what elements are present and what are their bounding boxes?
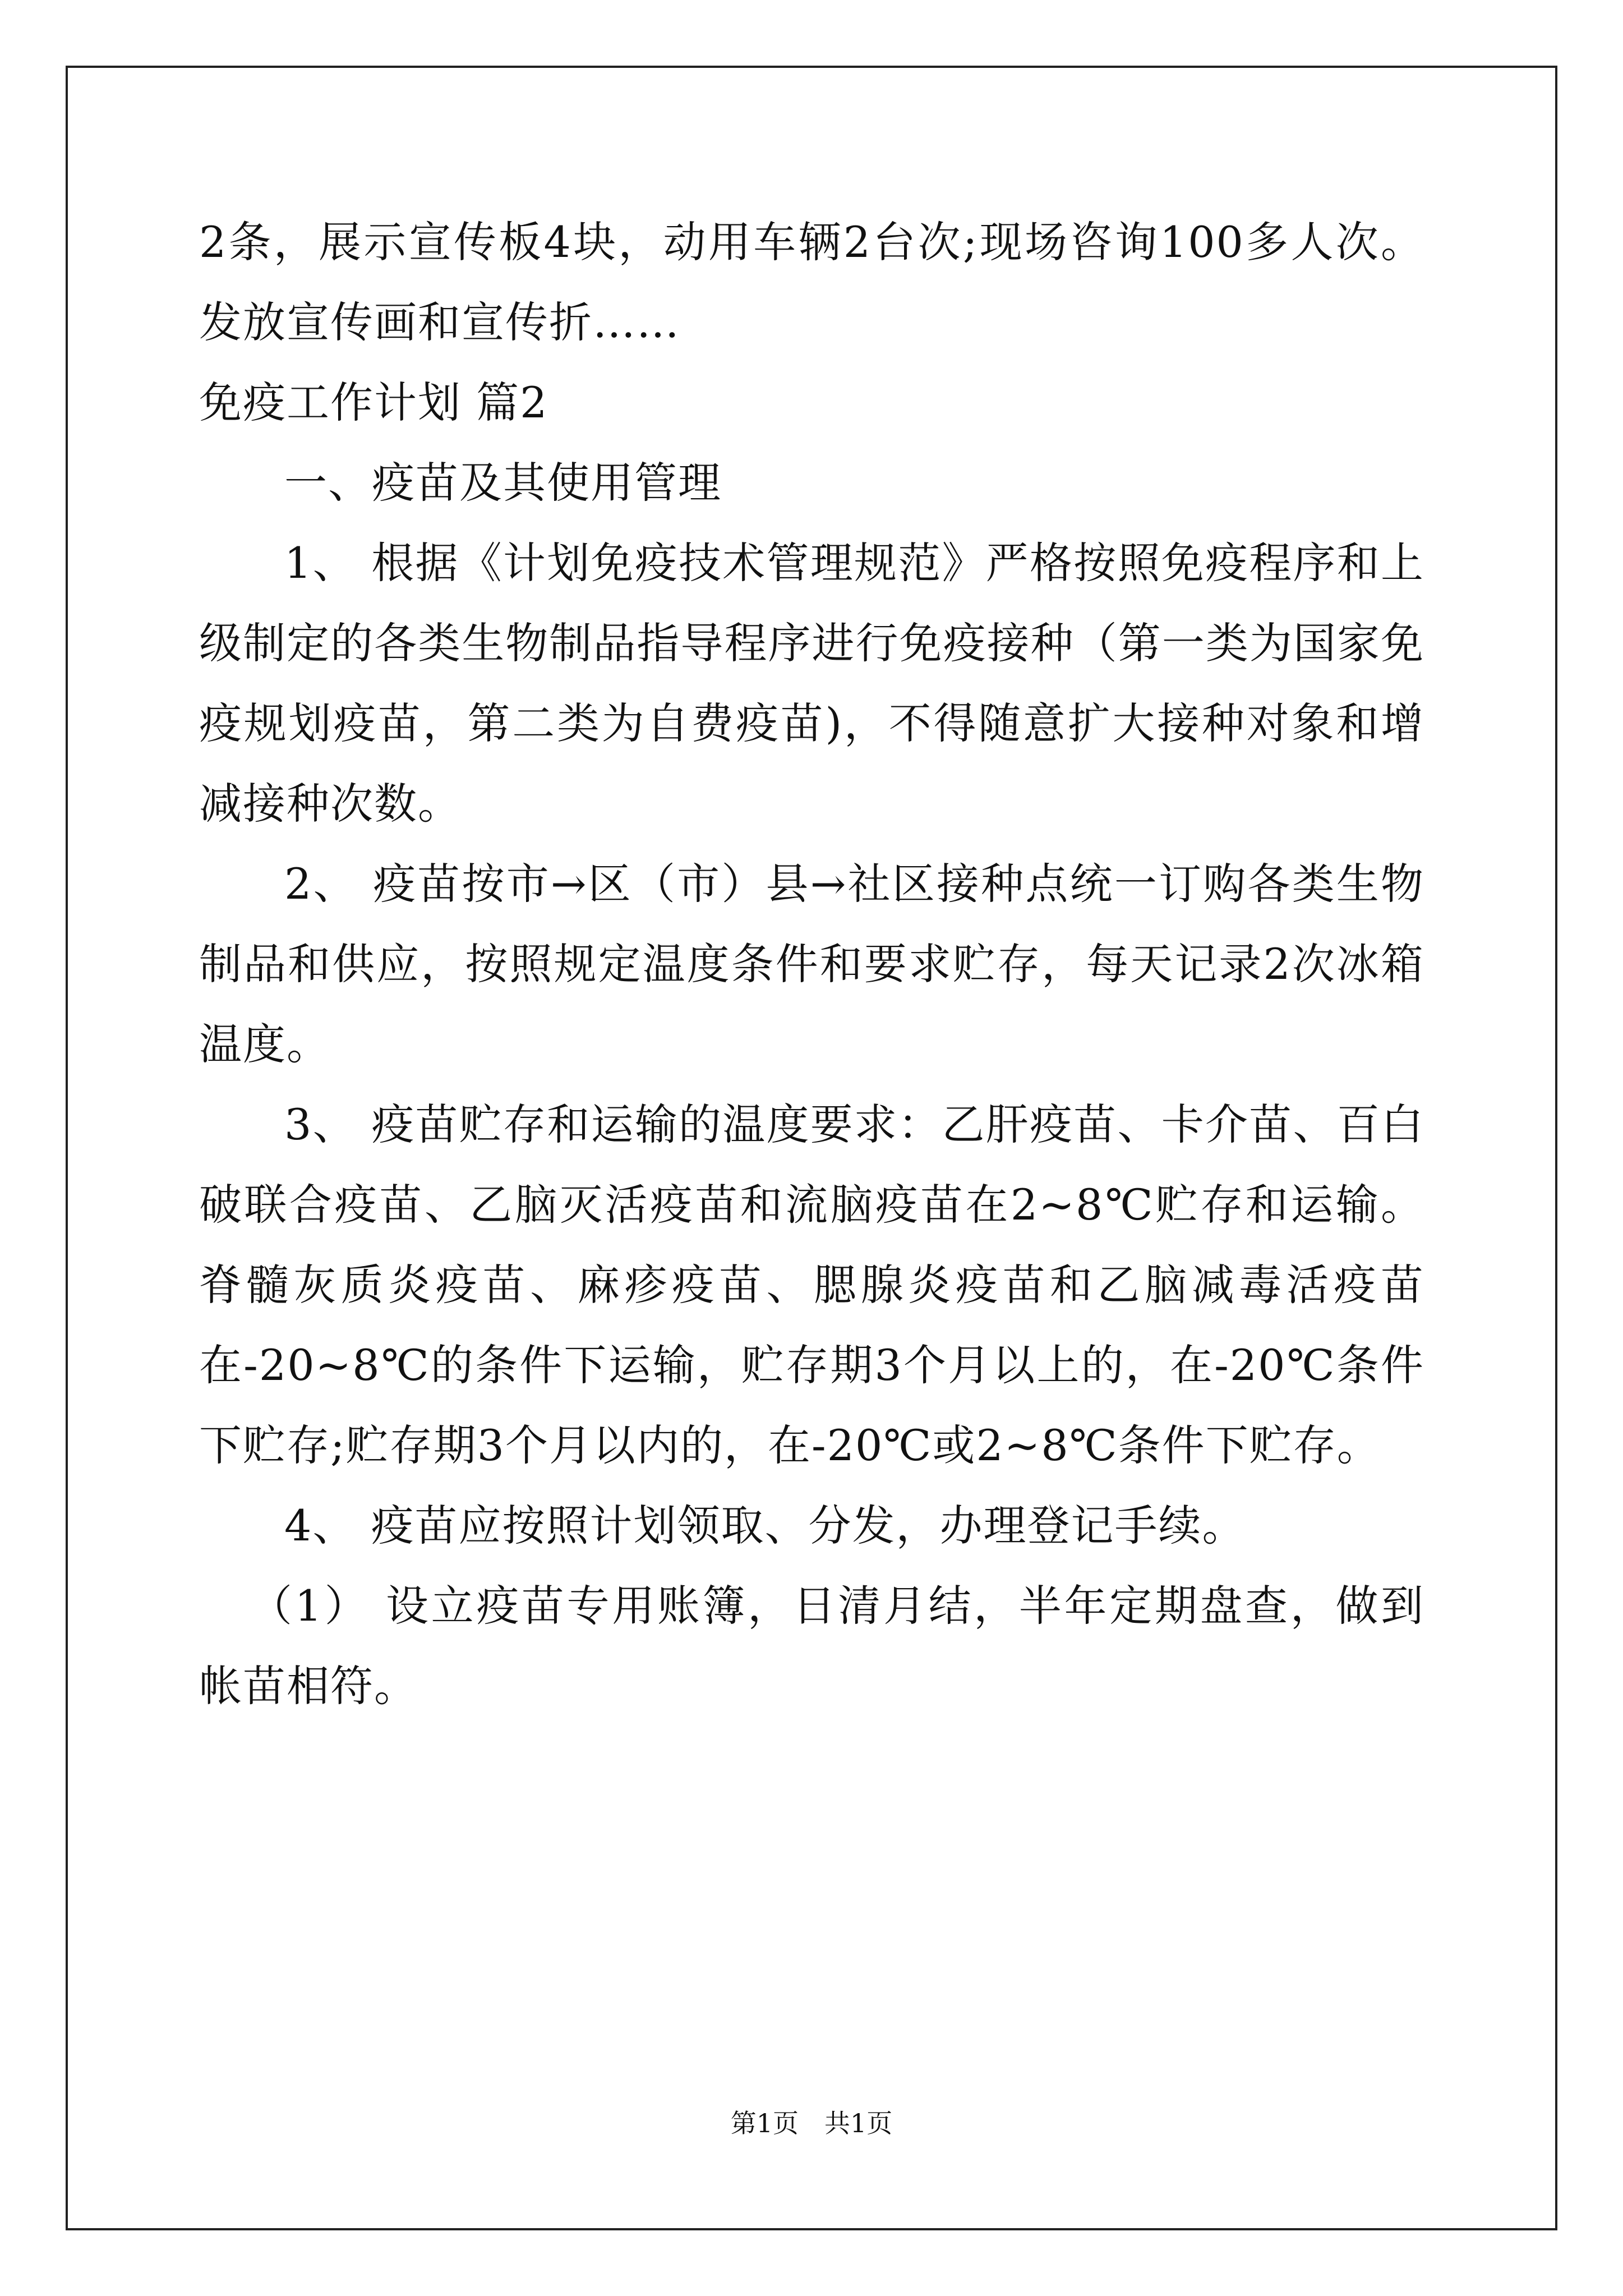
paragraph-item-3: 3、 疫苗贮存和运输的温度要求：乙肝疫苗、卡介苗、百白破联合疫苗、乙脑灭活疫苗和流脑疫苗在2~8℃贮存和运输。脊髓灰质炎疫苗、麻疹疫苗、腮腺炎疫苗和乙脑减毒活疫苗在-20~8℃的条件下运输，贮存期3个月以上的，在-20℃条件下贮存;贮存期3个月以内的，在-20℃或2~8℃条件下贮存。 [199, 1099, 1424, 1470]
paragraph-subitem-1: （1） 设立疫苗专用账簿，日清月结，半年定期盘查，做到帐苗相符。 [199, 1581, 1424, 1711]
paragraph-item-4: 4、 疫苗应按照计划领取、分发，办理登记手续。 [284, 1501, 1246, 1550]
document-body [199, 202, 1424, 1726]
paragraph-item-2: 2、 疫苗按市→区（市）县→社区接种点统一订购各类生物制品和供应，按照规定温度条件和要求贮存，每天记录2次冰箱温度。 [199, 859, 1424, 1069]
page-number-total: 共1页 [824, 2108, 893, 2138]
paragraph-subheading: 一、疫苗及其使用管理 [284, 458, 722, 508]
section-heading: 免疫工作计划 篇2 [199, 378, 548, 427]
paragraph-continuation: 2条，展示宣传板4块，动用车辆2台次;现场咨询100多人次。发放宣传画和宣传折…… [199, 217, 1424, 347]
page-footer [0, 2106, 1623, 2140]
page-number-current: 第1页 [730, 2108, 799, 2138]
paragraph-item-1: 1、 根据《计划免疫技术管理规范》严格按照免疫程序和上级制定的各类生物制品指导程序进行免疫接种（第一类为国家免疫规划疫苗，第二类为自费疫苗)，不得随意扩大接种对象和增减接种次数。 [199, 538, 1424, 829]
